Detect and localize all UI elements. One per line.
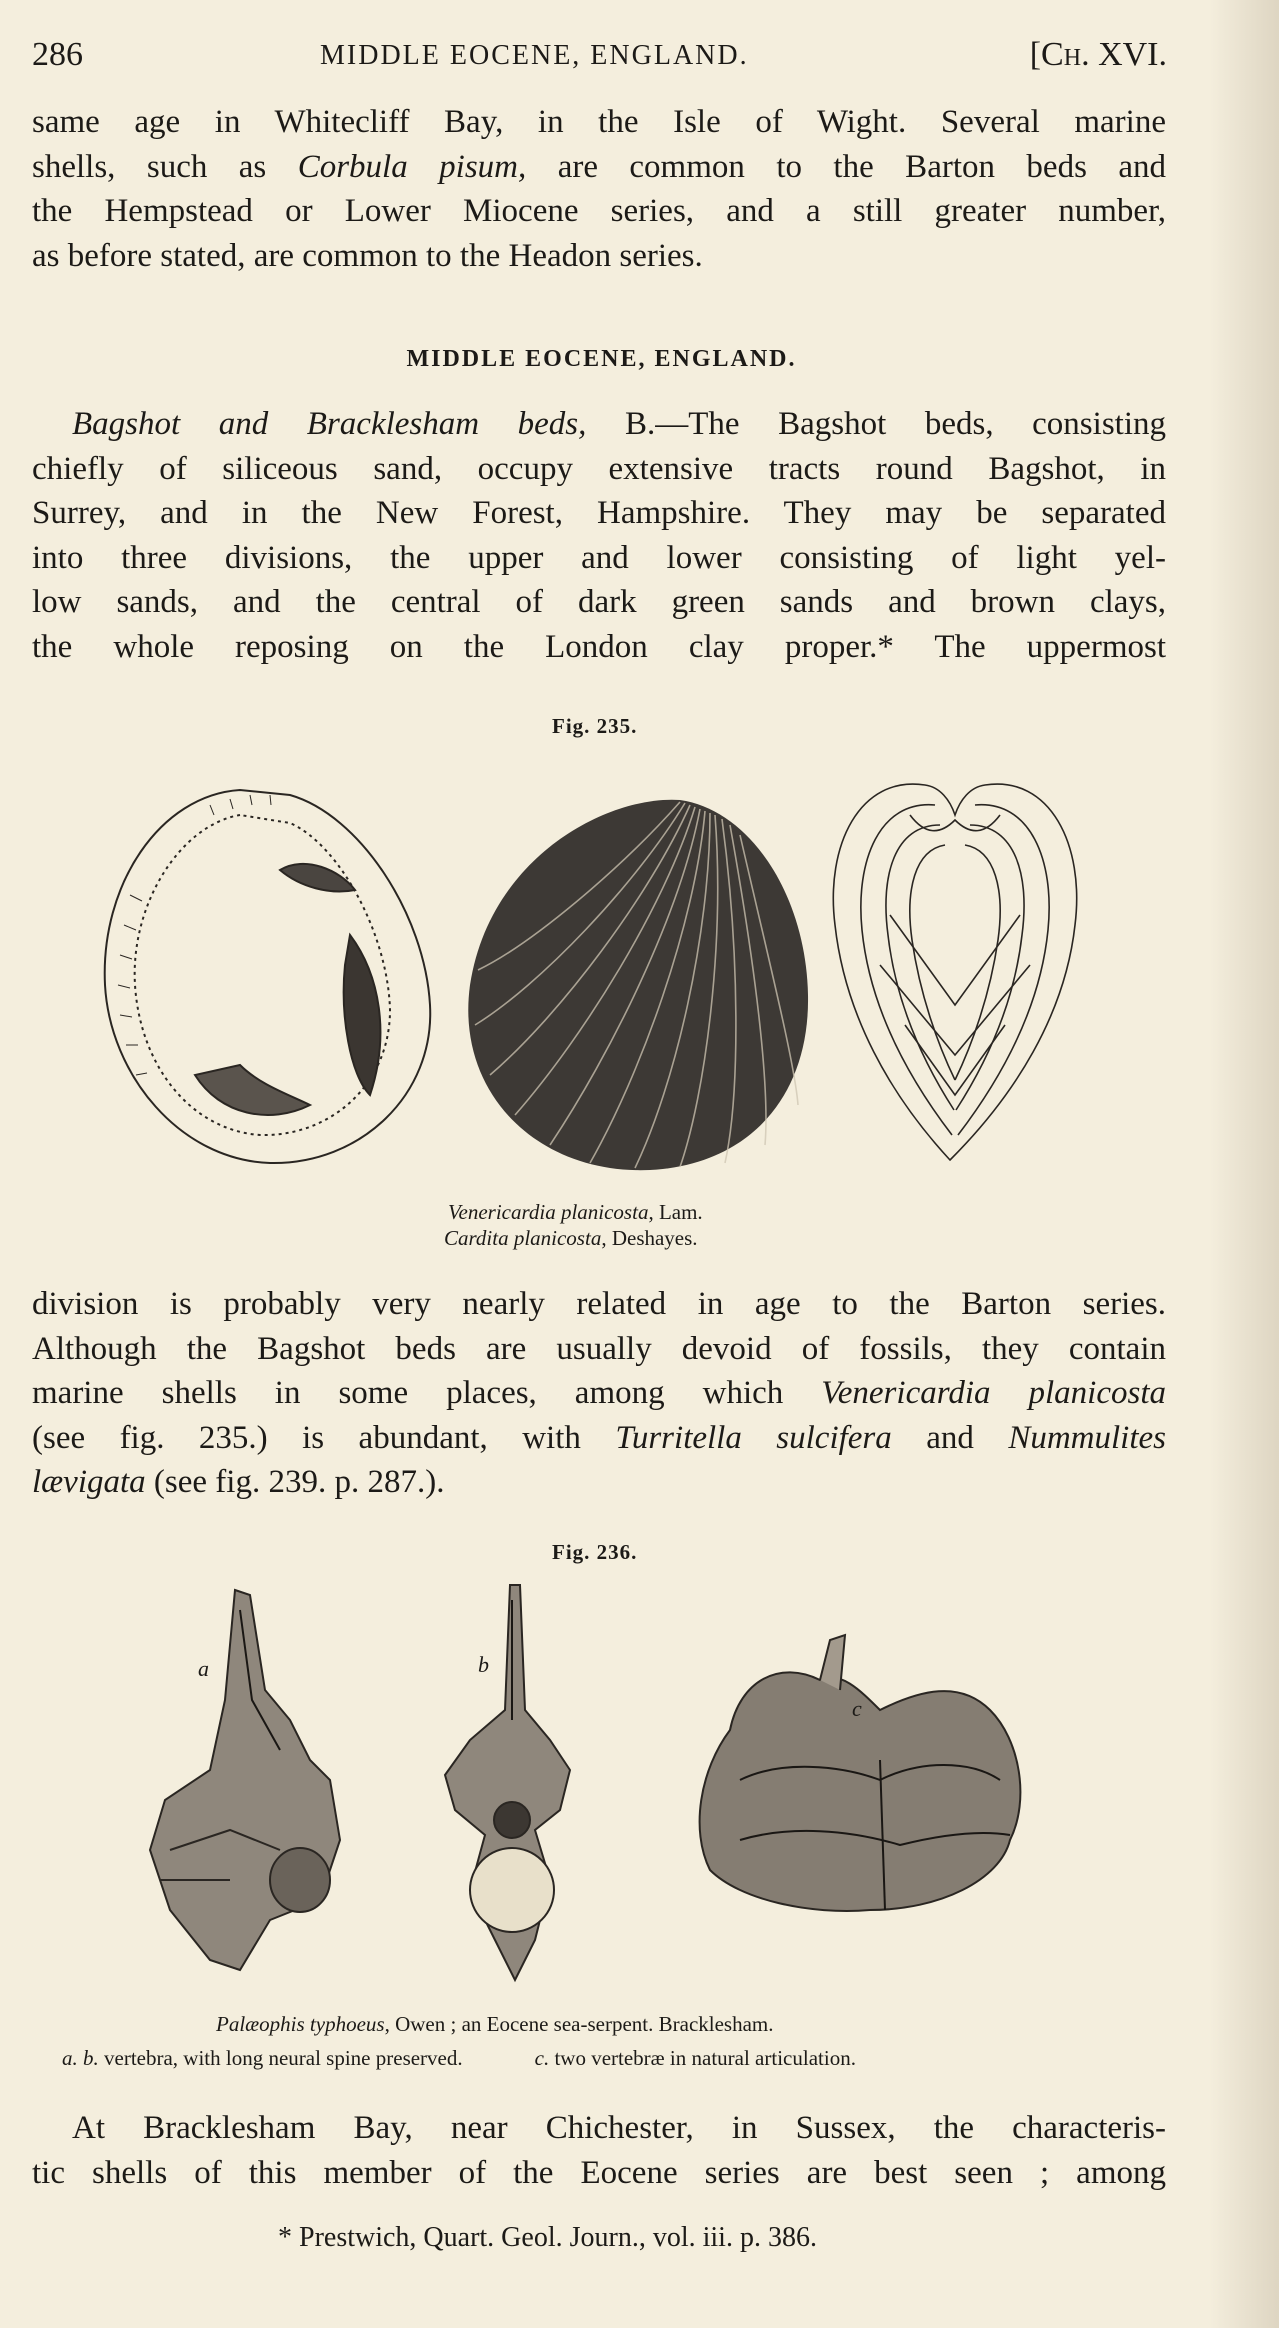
running-head xyxy=(32,36,1167,76)
text-line: Surrey, and in the New Forest, Hampshire. They may be separated xyxy=(32,495,1166,531)
paragraph-4 xyxy=(32,2106,1166,2195)
page-edge-shadow xyxy=(1209,0,1279,2328)
vertebrae-c-articulated-illustration xyxy=(700,1635,1021,1911)
figure-236-caption-line-1: Palæophis typhoeus, Owen ; an Eocene sea-serpent. Bracklesham. xyxy=(216,2012,774,2036)
text-line: the Hempstead or Lower Miocene series, and a still greater number, xyxy=(32,193,1166,229)
paragraph-2 xyxy=(32,402,1166,669)
vertebra-a-illustration xyxy=(150,1590,340,1970)
text-line: as before stated, are common to the Headon series. xyxy=(32,237,703,274)
figure-236-label: Fig. 236. xyxy=(552,1540,638,1564)
footnote: * Prestwich, Quart. Geol. Journ., vol. iii. p. 386. xyxy=(278,2222,817,2253)
text-line: low sands, and the central of dark green sands and brown clays, xyxy=(32,584,1166,620)
text-line: marine shells in some places, among which Venericardia planicosta xyxy=(32,1375,1166,1411)
page-number: 286 xyxy=(32,36,83,73)
chapter-marker: [Ch. XVI. xyxy=(1029,36,1167,73)
text-line: shells, such as Corbula pisum, are common to the Barton beds and xyxy=(32,148,1167,185)
shell-exterior-illustration xyxy=(468,800,808,1171)
text-line: lævigata (see fig. 239. p. 287.). xyxy=(32,1464,445,1500)
figure-235-label: Fig. 235. xyxy=(552,714,638,738)
text-line: Although the Bagshot beds are usually devoid of fossils, they contain xyxy=(32,1330,1166,1367)
text-line: into three divisions, the upper and lower consisting of light yel- xyxy=(32,539,1166,576)
text-line: the whole reposing on the London clay proper.* The uppermost xyxy=(32,628,1166,665)
text-line: (see fig. 235.) is abundant, with Turritella sulcifera and Nummulites xyxy=(32,1419,1166,1456)
shell-side-view-illustration xyxy=(833,784,1076,1160)
italic-lead: Bagshot and Bracklesham beds, xyxy=(72,406,587,442)
figure-235-shell-engravings xyxy=(90,775,1100,1175)
figure-235-caption-line-1: Venericardia planicosta, Lam. xyxy=(448,1200,703,1224)
paragraph-3 xyxy=(32,1282,1166,1505)
figure-236-caption-line-2: a. b. vertebra, with long neural spine preserved. c. two vertebræ in natural articulation. xyxy=(62,2046,856,2070)
figure-letter-c: c xyxy=(852,1696,862,1721)
text-line: At Bracklesham Bay, near Chichester, in Sussex, the characteris- xyxy=(72,2110,1166,2146)
text-line: tic shells of this member of the Eocene series are best seen ; among xyxy=(32,2154,1166,2191)
figure-letter-b: b xyxy=(478,1652,489,1677)
section-heading: MIDDLE EOCENE, ENGLAND. xyxy=(406,346,797,372)
text-line: same age in Whitecliff Bay, in the Isle of Wight. Several marine xyxy=(32,104,1166,140)
figure-letter-a: a xyxy=(198,1656,209,1681)
figure-235-caption-line-2: Cardita planicosta, Deshayes. xyxy=(444,1226,698,1250)
paragraph-1 xyxy=(32,100,1166,278)
text-line: division is probably very nearly related in age to the Barton series. xyxy=(32,1286,1166,1322)
text-line: Bagshot and Bracklesham beds, B.—The Bagshot beds, consisting xyxy=(72,406,1166,442)
text-line: chiefly of siliceous sand, occupy extensive tracts round Bagshot, in xyxy=(32,450,1166,487)
figure-236-vertebra-engravings xyxy=(140,1580,1080,2000)
running-title: MIDDLE EOCENE, ENGLAND. xyxy=(320,40,749,71)
italic-species-name: Corbula pisum, xyxy=(297,148,527,185)
vertebra-b-illustration xyxy=(445,1585,570,1980)
shell-interior-illustration xyxy=(105,790,431,1163)
